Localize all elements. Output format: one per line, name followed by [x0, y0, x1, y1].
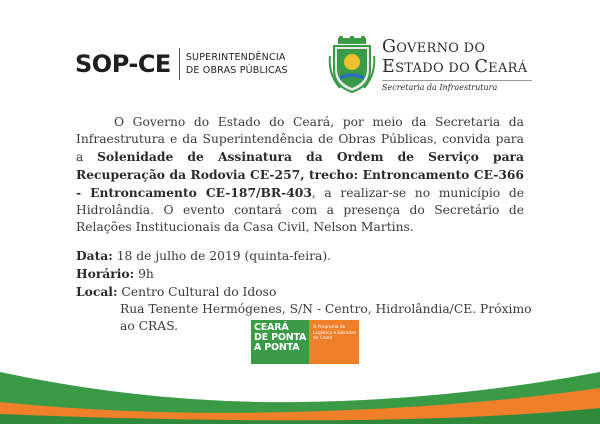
invitation-paragraph [76, 114, 524, 236]
governo-line1 [382, 38, 532, 58]
campaign-logo-line3: A PONTA [254, 342, 300, 353]
gov-initial-c: C [474, 57, 489, 77]
logo-divider [179, 48, 180, 80]
place-label: Local: [76, 284, 118, 299]
campaign-description-box: O Programa de Logística e Estradas do Ceará [309, 320, 359, 364]
campaign-logo-line1: CEARÁ [254, 322, 289, 333]
gov-initial-g: G [382, 37, 397, 57]
governo-line2 [382, 58, 532, 78]
invitation-text-1: O Governo do Estado do Ceará, por meio da Secretaria da Infraestrutura e da Superintendência de Obras Públicas, convida para a [76, 115, 524, 164]
governo-subtitle: Secretaria da Infraestrutura [382, 83, 498, 92]
sop-subtitle-line1: SUPERINTENDÊNCIA [185, 52, 286, 63]
time-label: Horário: [76, 266, 135, 281]
header [0, 36, 600, 96]
ceara-coat-of-arms-icon [328, 36, 376, 94]
gov-rest-1: OVERNO DO [396, 41, 486, 56]
governo-text [382, 38, 532, 92]
invitation-text-2: , a realizar-se no município de Hidrolândia. O evento contará com a presença do Secretário de Relações Institucionais da Casa Civil, Nelson Martins. [76, 186, 524, 234]
invitation-event-title: Solenidade de Assinatura da Ordem de Serviço para Recuperação da Rodovia CE-257, trecho: Entroncamento CE-366 - Entroncamento CE-187/BR-403 [76, 149, 524, 200]
gov-rest-3: EARÁ [488, 61, 528, 76]
time-row [76, 265, 546, 283]
gov-initial-e: E [382, 57, 396, 77]
sop-ce-logo [75, 44, 288, 84]
sop-subtitle-line2: DE OBRAS PÚBLICAS [185, 65, 288, 76]
time-value: 9h [134, 267, 154, 281]
date-row [76, 247, 546, 265]
place-value: Centro Cultural do Idoso [117, 285, 277, 299]
governo-rule [382, 80, 532, 81]
sop-ce-mark: SOP-CE [75, 50, 171, 78]
decorative-waves [0, 344, 600, 424]
place-row [76, 283, 546, 301]
governo-ceara-logo [328, 36, 532, 94]
sop-ce-subtitle [186, 51, 288, 77]
address-row: Rua Tenente Hermógenes, S/N - Centro, Hidrolândia/CE. Próximo ao CRAS. [120, 302, 532, 333]
date-label: Data: [76, 248, 113, 263]
date-value: 18 de julho de 2019 (quinta-feira). [112, 249, 332, 263]
campaign-logo-line2: DE PONTA [254, 332, 307, 343]
gov-rest-2: STADO DO [395, 61, 475, 76]
